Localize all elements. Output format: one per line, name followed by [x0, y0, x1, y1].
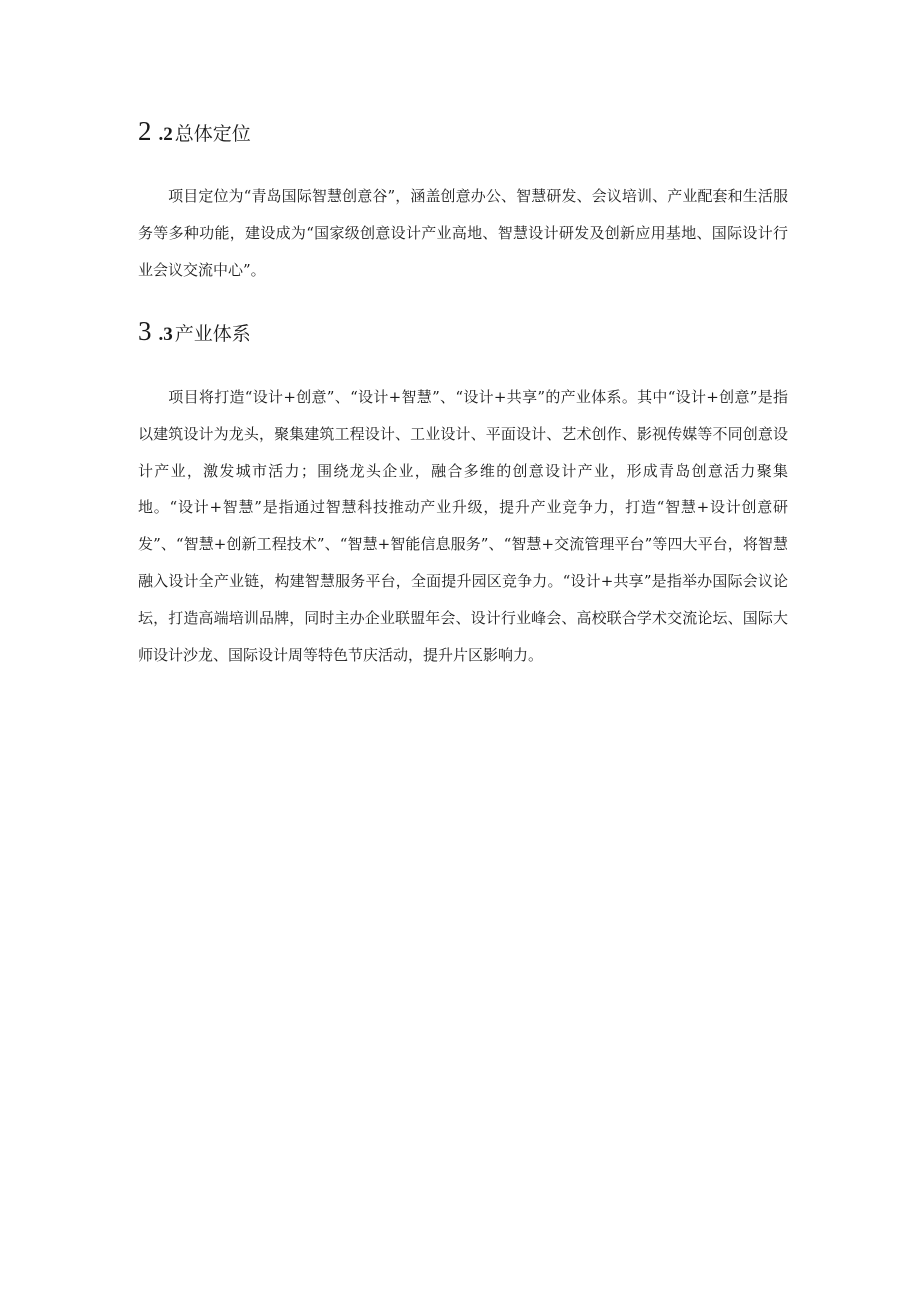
section-title: 产业体系 — [174, 323, 251, 345]
paragraph-text: 项目定位为“青岛国际智慧创意谷”，涵盖创意办公、智慧研发、会议培训、产业配套和生活服务等多种功能，建设成为“国家级创意设计产业高地、智慧设计研发及创新应用基地、国际设计行业会议交流中心”。 — [138, 187, 788, 279]
section-heading-overall-positioning — [138, 116, 251, 148]
section-sub-number: .2 — [158, 124, 173, 145]
section-heading-industry-system — [138, 316, 251, 348]
section-sub-number: .3 — [158, 324, 173, 345]
paragraph-text: 项目将打造“设计+创意”、“设计+智慧”、“设计+共享”的产业体系。其中“设计+创意”是指以建筑设计为龙头，聚集建筑工程设计、工业设计、平面设计、艺术创作、影视传媒等不同创意设计产业，激发城市活力；围绕龙头企业，融合多维的创意设计产业，形成青岛创意活力聚集地。“设计+智慧”是指通过智慧科技推动产业升级，提升产业竞争力，打造“智慧+设计创意研发”、“智慧+创新工程技术”、“智慧+智能信息服务”、“智慧+交流管理平台”等四大平台，将智慧融入设计全产业链，构建智慧服务平台，全面提升园区竞争力。“设计+共享”是指举办国际会议论坛，打造高端培训品牌，同时主办企业联盟年会、设计行业峰会、高校联合学术交流论坛、国际大师设计沙龙、国际设计周等特色节庆活动，提升片区影响力。 — [138, 388, 788, 664]
section-paragraph-overall-positioning — [138, 178, 788, 288]
section-number: 3 — [138, 316, 153, 346]
section-title: 总体定位 — [174, 123, 251, 145]
section-number: 2 — [138, 116, 153, 146]
section-paragraph-industry-system — [138, 379, 788, 673]
